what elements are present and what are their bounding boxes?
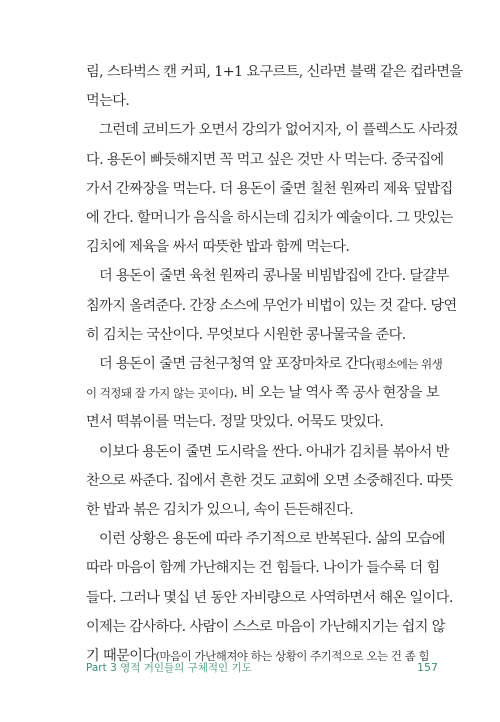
- text-line: 따라 마음이 함께 가난해지는 건 힘들다. 나이가 들수록 더 힘: [86, 560, 440, 577]
- text-line: 에 간다. 할머니가 음식을 하시는데 김치가 예술이다. 그 맛있는: [86, 210, 453, 227]
- text-line: 더 용돈이 줄면 금천구청역 앞 포장마차로 간다(평소에는 위생: [99, 356, 443, 373]
- text-line: 먹는다.: [86, 93, 130, 110]
- page-number: 157: [417, 661, 438, 674]
- parenthetical-note: 이 걱정돼 잘 가지 않는 곳이다): [86, 386, 234, 401]
- body-text: [86, 58, 463, 671]
- page-footer: [86, 660, 438, 675]
- running-title: Part 3 영적 거인들의 구체적인 기도: [86, 662, 252, 674]
- text-line: 히 김치는 국산이다. 무엇보다 시원한 콩나물국을 준다.: [86, 326, 406, 343]
- text-line: 림, 스타벅스 캔 커피, 1+1 요구르트, 신라면 블랙 같은 컵라면을: [86, 64, 463, 80]
- text-line: 이 걱정돼 잘 가지 않는 곳이다). 비 오는 날 역사 쪽 공사 현장을 보: [86, 385, 439, 402]
- text-line: 김치에 제육을 싸서 따뜻한 밥과 함께 먹는다.: [86, 239, 350, 256]
- parenthetical-note: (평소에는 위생: [371, 357, 443, 372]
- text-line: 기 때문이다(마음이 가난해져야 하는 상황이 주기적으로 오는 건 좀 힘: [86, 648, 430, 665]
- parenthetical-note: (마음이 가난해져야 하는 상황이 주기적으로 오는 건 좀 힘: [155, 649, 430, 664]
- text-line: 침까지 올려준다. 간장 소스에 무언가 비법이 있는 것 같다. 당연: [86, 297, 457, 314]
- text-line: 이런 상황은 용돈에 따라 주기적으로 반복된다. 삶의 모습에: [99, 531, 445, 548]
- text-line: 가서 간짜장을 먹는다. 더 용돈이 줄면 칠천 원짜리 제육 덮밥집: [86, 180, 453, 197]
- text-line: 면서 떡볶이를 먹는다. 정말 맛있다. 어묵도 맛있다.: [86, 414, 384, 431]
- text-line: 그런데 코비드가 오면서 강의가 없어지자, 이 플렉스도 사라졌: [99, 122, 458, 139]
- text-line: 이제는 감사하다. 사람이 스스로 마음이 가난해지기는 쉽지 않: [86, 618, 445, 635]
- text-line: 들다. 그러나 몇십 년 동안 자비량으로 사역하면서 해온 일이다.: [86, 589, 453, 606]
- text-line: 더 용돈이 줄면 육천 원짜리 콩나물 비빔밥집에 간다. 달걀부: [99, 268, 449, 285]
- text-line: 한 밥과 볶은 김치가 있으니, 속이 든든해진다.: [86, 502, 354, 519]
- text-line: 찬으로 싸준다. 집에서 흔한 것도 교회에 오면 소중해진다. 따뜻: [86, 472, 453, 489]
- text-line: 이보다 용돈이 줄면 도시락을 싼다. 아내가 김치를 볶아서 반: [99, 443, 449, 460]
- text-line: 다. 용돈이 빠듯해지면 꼭 먹고 싶은 것만 사 먹는다. 중국집에: [86, 151, 444, 168]
